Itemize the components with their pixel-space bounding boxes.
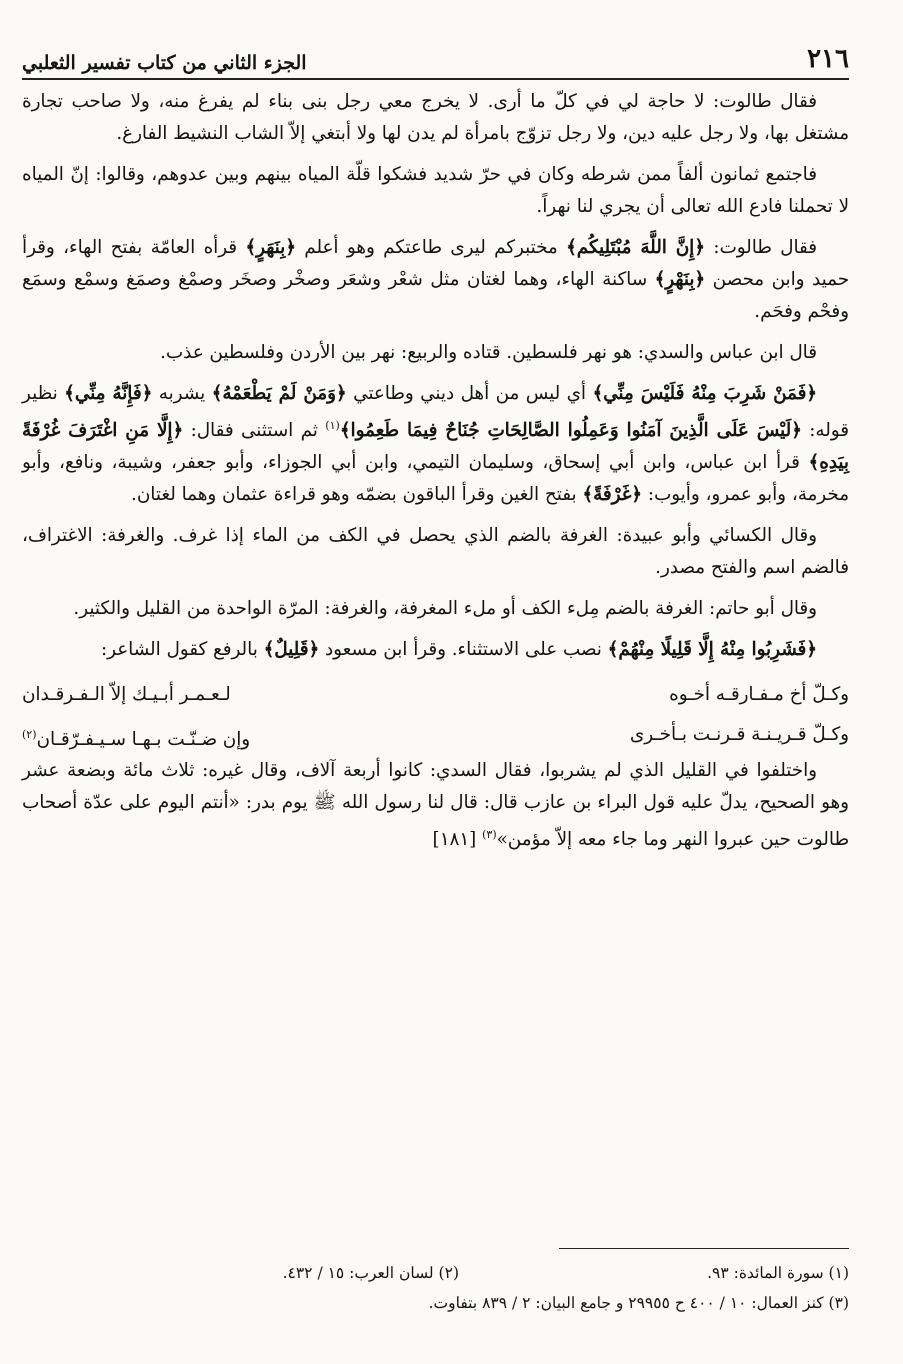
quran-quote: ﴿بِنَهَرٍ﴾ xyxy=(245,237,296,258)
text: بفتح الغين وقرأ الباقون بضمّه وهو قراءة عثمان وهما لغتان. xyxy=(131,484,583,506)
paragraph xyxy=(22,378,849,511)
poem-verse xyxy=(22,675,849,715)
text: واختلفوا في القليل الذي لم يشربوا، فقال السدي: كانوا أربعة آلاف، وقال غيره: ثلاث مائة وبضعة عشر وهو الصحيح، يدلّ عليه قول البراء بن عازب قال: قال لنا رسول الله ﷺ يوم بدر: «أنتم اليوم على عدّة أصحاب طالوت حين عبروا النهر وما جاء معه إلاّ مؤمن» xyxy=(22,760,849,851)
footnote-row xyxy=(22,1258,849,1288)
quran-quote: ﴿فَشَرِبُوا مِنْهُ إِلَّا قَلِيلًا مِنْهُمْ﴾ xyxy=(607,639,817,661)
quran-quote: ﴿فَإِنَّهُ مِنِّي﴾ xyxy=(64,383,153,404)
quran-quote: ﴿قَلِيلٌ﴾ xyxy=(263,639,320,661)
text: نصب على الاستثناء. وقرأ ابن مسعود xyxy=(319,639,608,661)
quran-quote: ﴿إِنَّ اللَّهَ مُبْتَلِيكُم﴾ xyxy=(566,237,705,258)
running-title: الجزء الثاني من كتاب تفسير الثعلبي xyxy=(22,52,307,74)
paragraph xyxy=(22,634,849,666)
footnote: (٢) لسان العرب: ١٥ / ٤٣٢. xyxy=(282,1264,459,1282)
verse-hemistich: وكـلّ أخ مـفـارقـه أخـوه xyxy=(669,684,849,706)
quran-quote: ﴿بِنَهْرٍ﴾ xyxy=(654,269,706,290)
verse-hemistich: وكـلّ قـريـنـة قـرنـت بـأخـرى xyxy=(629,724,849,746)
quran-quote: ﴿لَيْسَ عَلَى الَّذِينَ آمَنُوا وَعَمِلُوا الصَّالِحَاتِ جُنَاحٌ فِيمَا طَعِمُوا﴾ xyxy=(339,420,802,442)
text: نظير قوله: xyxy=(22,383,849,442)
text: أي ليس من أهل ديني وطاعتي xyxy=(346,383,593,404)
text: ساكنة الهاء، وهما لغتان مثل شعْر وشعَر وصخْر وصخَر وصمْغ وصمَغ وسمْع وسمَع وفحْم وفحَم. xyxy=(22,269,849,322)
paragraph xyxy=(22,232,849,328)
text: [١٨١] xyxy=(432,829,483,851)
paragraph: فقال طالوت: لا حاجة لي في كلّ ما أرى. لا يخرج معي رجل بنى بناء لم يفرغ منه، ولا صاحب تجارة مشتغل بها، ولا رجل عليه دين، ولا رجل تزوّج بامرأة لم يدن لها ولا أبتغي إلاّ الشاب النشيط الفارغ. xyxy=(22,91,849,144)
text: قرأه العامّة بفتح الهاء، وقرأ حميد وابن محصن xyxy=(22,237,849,290)
paragraph: فاجتمع ثمانون ألفاً ممن شرطه وكان في حرّ شديد فشكوا قلّة المياه بينهم وبين عدوهم، وقالوا: إنّ المياه لا تحملنا فادع الله تعالى أن يجري لنا نهراً. xyxy=(22,164,849,217)
paragraph: وقال أبو حاتم: الغرفة بالضم مِلء الكف أو ملء المغرفة، والغرفة: المرّة الواحدة من القليل والكثير. xyxy=(73,598,817,620)
footnote-ref: (١) xyxy=(325,419,340,432)
poem-verse xyxy=(22,715,849,755)
text: يشربه xyxy=(152,383,212,404)
quran-quote: ﴿إِلَّا مَنِ اغْتَرَفَ غُرْفَةً بِيَدِهِ﴾ xyxy=(22,420,849,474)
verse-hemistich: لـعـمـر أبـيـك إلاّ الـفـرقـدان xyxy=(22,684,231,706)
paragraph: وقال الكسائي وأبو عبيدة: الغرفة بالضم الذي يحصل في الكف من الماء إذا غرف. والغرفة: الاغتراف، فالضم اسم والفتح مصدر. xyxy=(22,525,849,579)
footnote: (١) سورة المائدة: ٩٣. xyxy=(707,1264,849,1282)
text: مختبركم ليرى طاعتكم وهو أعلم xyxy=(295,237,567,258)
paragraph: قال ابن عباس والسدي: هو نهر فلسطين. قتاده والربيع: نهر بين الأردن وفلسطين عذب. xyxy=(160,342,817,363)
text: فقال طالوت: xyxy=(704,237,818,258)
footnote-ref: (٣) xyxy=(482,828,497,842)
text: ثم استثنى فقال: xyxy=(183,420,326,442)
page-number: ٢١٦ xyxy=(807,44,849,74)
footnote-separator xyxy=(559,1248,849,1249)
quran-quote: ﴿غَرْفَةً﴾ xyxy=(582,484,643,506)
footnotes xyxy=(22,1258,849,1318)
page-body xyxy=(22,86,849,865)
quran-quote: ﴿فَمَنْ شَرِبَ مِنْهُ فَلَيْسَ مِنِّي﴾ xyxy=(592,383,818,404)
verse-text: وإن ضـنّـت بـهـا سـيـفـرّقـان xyxy=(36,729,251,751)
footnote-ref: (٢) xyxy=(22,728,37,742)
text: بالرفع كقول الشاعر: xyxy=(101,639,264,661)
verse-hemistich xyxy=(22,715,419,755)
footnote-row xyxy=(22,1288,849,1318)
footnote: (٣) كنز العمال: ١٠ / ٤٠٠ ح ٢٩٩٥٥ و جامع البيان: ٢ / ٨٣٩ بتفاوت. xyxy=(428,1294,849,1312)
text: قرأ ابن عباس، وابن أبي إسحاق، وسليمان التيمي، وابن أبي الجوزاء، وأبو جعفر، وشيبة، ونافع، وأبو مخرمة، وأبو عمرو، وأيوب: xyxy=(22,452,849,506)
paragraph xyxy=(22,755,849,856)
quran-quote: ﴿وَمَنْ لَمْ يَطْعَمْهُ﴾ xyxy=(211,383,347,404)
page-header xyxy=(22,34,849,80)
